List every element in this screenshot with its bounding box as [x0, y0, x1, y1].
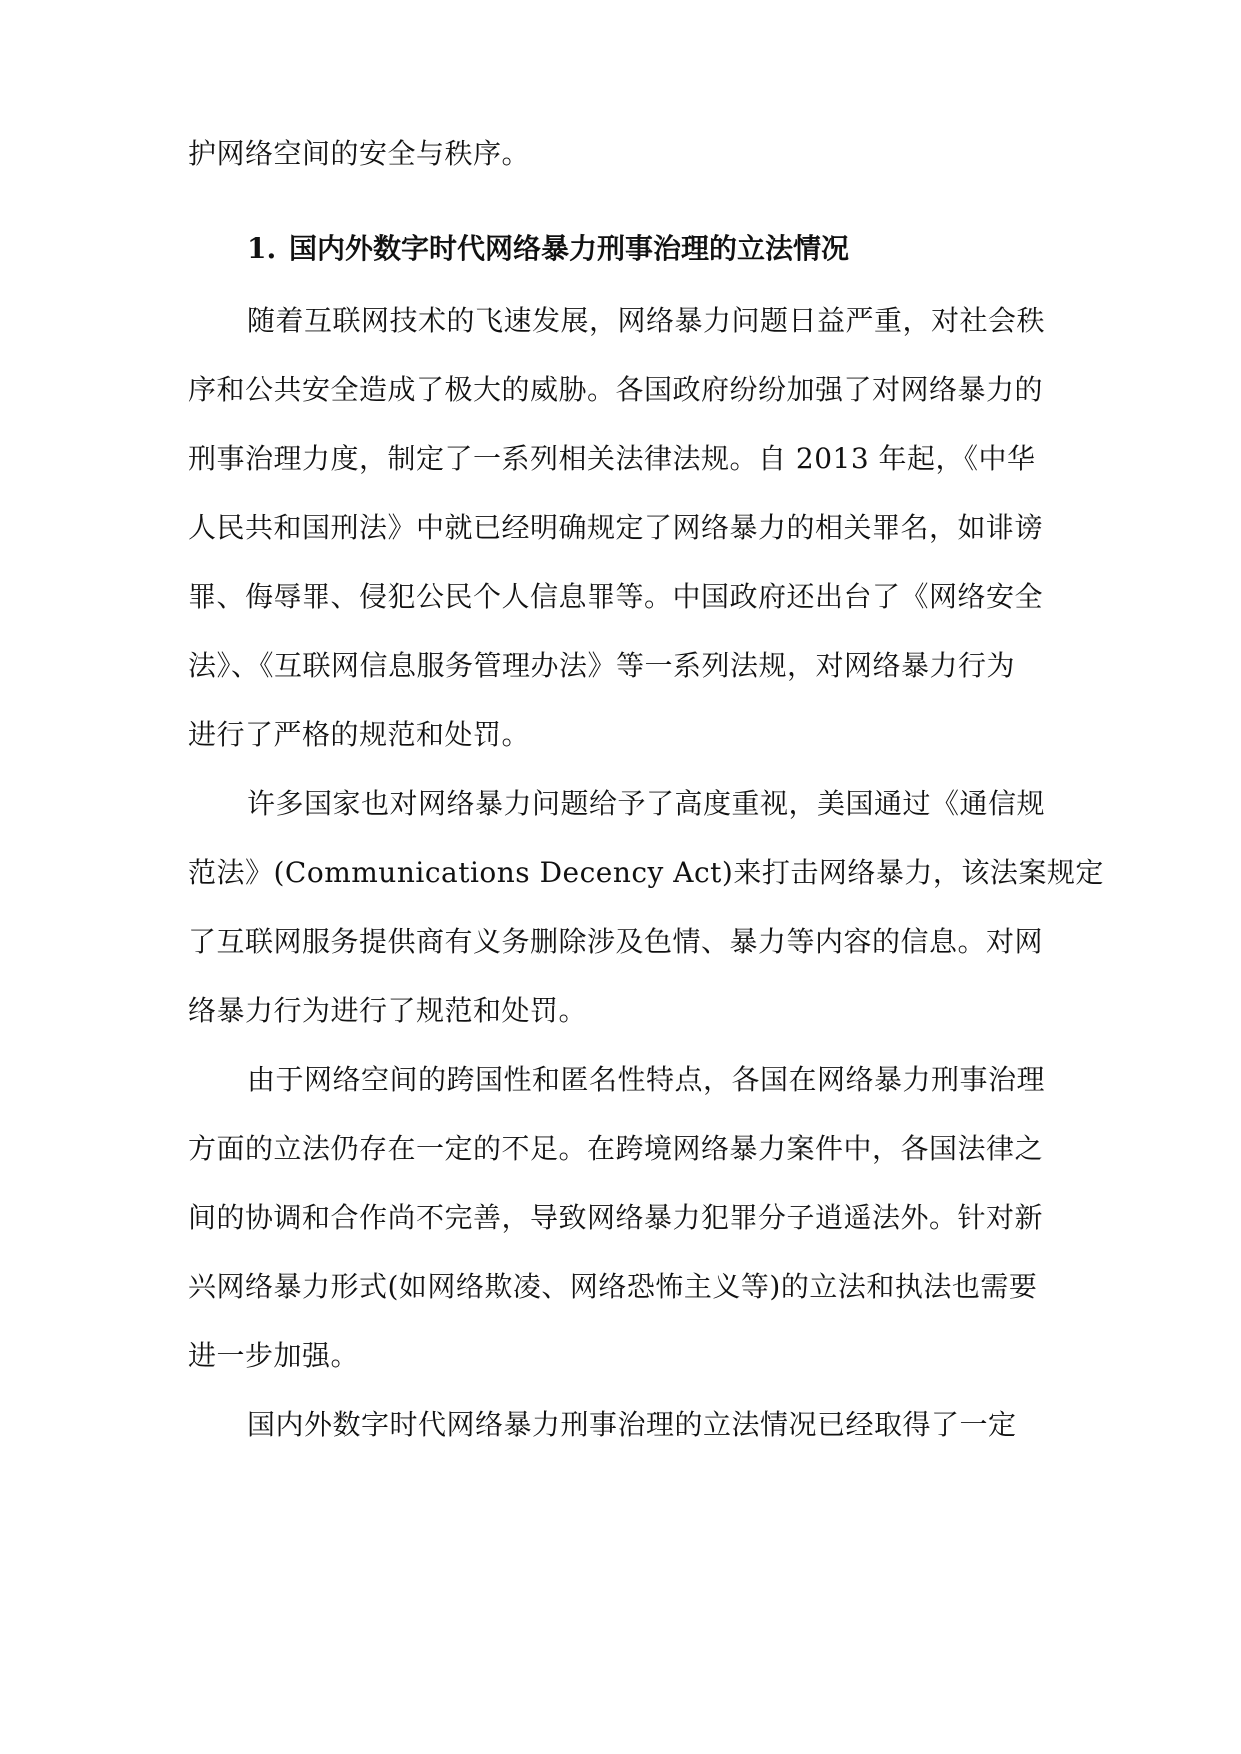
paragraph-4-line-1: 国内外数字时代网络暴力刑事治理的立法情况已经取得了一定 [247, 1408, 1017, 1441]
body-text-line: 护网络空间的安全与秩序。 [188, 137, 531, 170]
paragraph-1-line-7: 进行了严格的规范和处罚。 [188, 718, 531, 751]
section-number: 1. [247, 232, 277, 265]
paragraph-2-line-4: 络暴力行为进行了规范和处罚。 [188, 994, 588, 1027]
paragraph-3-line-4: 兴网络暴力形式(如网络欺凌、网络恐怖主义等)的立法和执法也需要 [188, 1270, 1038, 1303]
paragraph-1-line-3: 刑事治理力度，制定了一系列相关法律法规。自 2013 年起，《中华 [188, 442, 1036, 475]
paragraph-3-line-5: 进一步加强。 [188, 1339, 360, 1372]
paragraph-1-line-1: 随着互联网技术的飞速发展，网络暴力问题日益严重，对社会秩 [247, 304, 1046, 337]
paragraph-3-line-1: 由于网络空间的跨国性和匿名性特点，各国在网络暴力刑事治理 [247, 1063, 1046, 1096]
paragraph-2-line-3: 了互联网服务提供商有义务删除涉及色情、暴力等内容的信息。对网 [188, 925, 1044, 958]
paragraph-2-line-1: 许多国家也对网络暴力问题给予了高度重视，美国通过《通信规 [247, 787, 1046, 820]
paragraph-3-line-3: 间的协调和合作尚不完善，导致网络暴力犯罪分子逍遥法外。针对新 [188, 1201, 1044, 1234]
paragraph-1-line-6: 法》、《互联网信息服务管理办法》等一系列法规，对网络暴力行为 [188, 649, 1016, 682]
paragraph-1-line-5: 罪、侮辱罪、侵犯公民个人信息罪等。中国政府还出台了《网络安全 [188, 580, 1044, 613]
section-title: 国内外数字时代网络暴力刑事治理的立法情况 [289, 232, 850, 265]
paragraph-3-line-2: 方面的立法仍存在一定的不足。在跨境网络暴力案件中，各国法律之 [188, 1132, 1044, 1165]
section-heading [247, 231, 1058, 267]
paragraph-1-line-4: 人民共和国刑法》中就已经明确规定了网络暴力的相关罪名，如诽谤 [188, 511, 1044, 544]
paragraph-2-line-2: 范法》(Communications Decency Act)来打击网络暴力，该法案规定 [188, 856, 1104, 889]
paragraph-1-line-2: 序和公共安全造成了极大的威胁。各国政府纷纷加强了对网络暴力的 [188, 373, 1044, 406]
